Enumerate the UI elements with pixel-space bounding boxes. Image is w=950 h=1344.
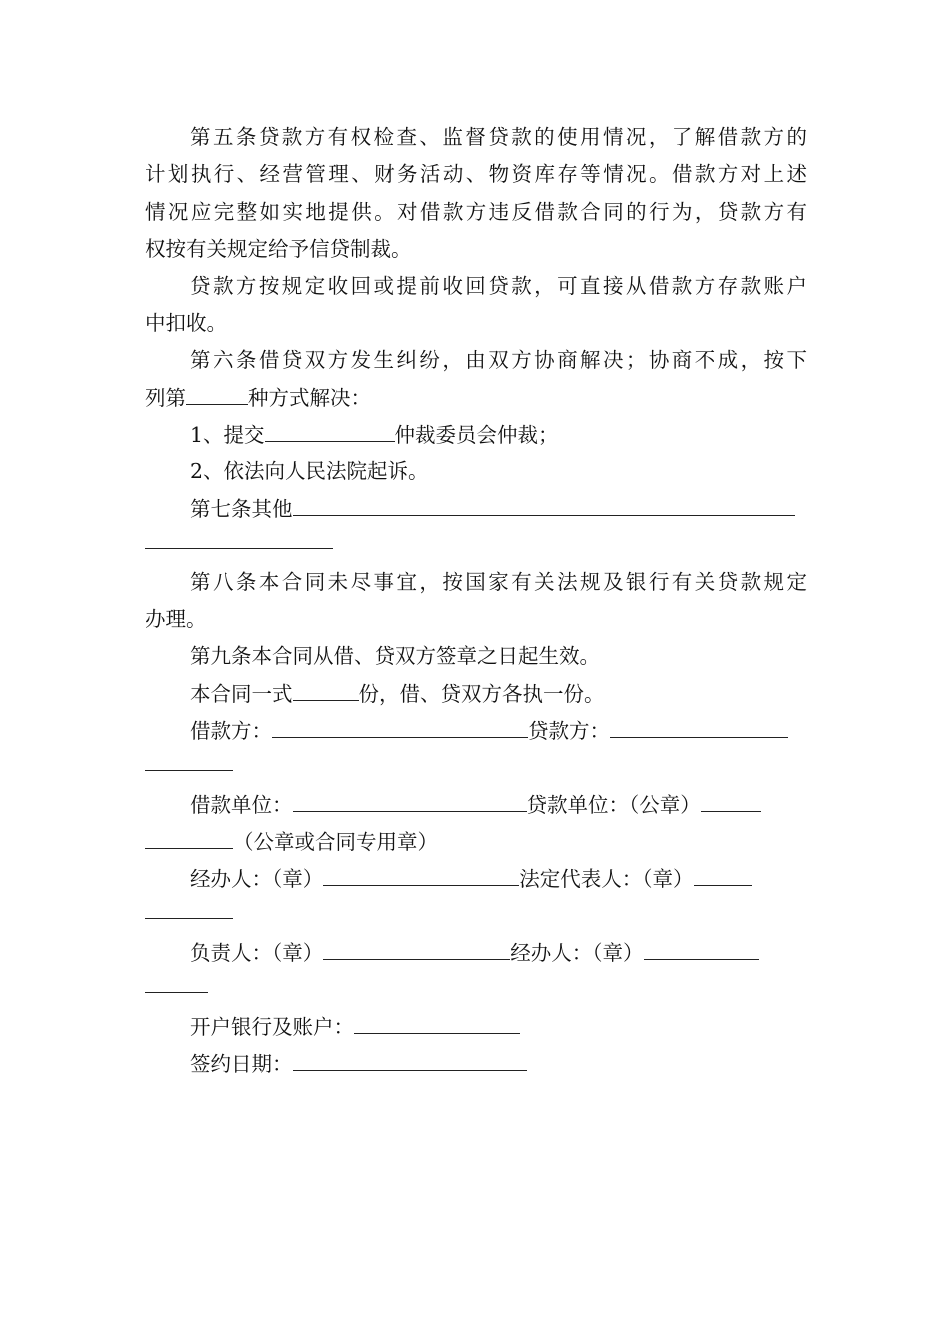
borrower-label: 借款方：	[190, 719, 272, 743]
borrower-unit-blank	[293, 791, 527, 812]
option-1-prefix: 1、提交	[190, 423, 265, 447]
sign-date-blank	[293, 1050, 527, 1071]
recovery-line-1: 贷款方按规定收回或提前收回贷款，可直接从借款方存款账户	[190, 274, 807, 298]
lender-unit-blank	[701, 791, 761, 812]
article-6-prefix: 列第	[145, 386, 186, 410]
units-line-2	[145, 828, 807, 855]
dispute-method-blank	[186, 384, 248, 405]
responsible-label: 负责人：（章）	[190, 941, 324, 965]
borrower-blank	[272, 717, 528, 738]
recovery-line-2: 中扣收。	[145, 311, 227, 335]
article-6-line-2	[145, 384, 807, 411]
lender-unit-label: 贷款单位：（公章）	[526, 793, 701, 817]
article-7-label: 第七条其他	[190, 497, 293, 521]
article-7-line	[190, 495, 807, 522]
article-7-blank-continued	[145, 548, 333, 549]
option-2-line: 2、依法向人民法院起诉。	[190, 459, 429, 483]
bank-account-blank	[354, 1013, 520, 1034]
lender-blank-continued	[145, 770, 233, 771]
bank-account-label: 开户银行及账户：	[190, 1015, 354, 1039]
article-8-line-2: 办理。	[145, 607, 207, 631]
lender-agent-label: 经办人：（章）	[510, 941, 644, 965]
article-6-line-1: 第六条借贷双方发生纠纷，由双方协商解决；协商不成，按下	[190, 348, 807, 372]
arbitration-committee-blank	[265, 421, 395, 442]
lender-agent-blank-continued	[145, 992, 208, 993]
legal-rep-label: 法定代表人：（章）	[519, 867, 694, 891]
bank-account-line	[190, 1013, 807, 1040]
lender-agent-blank	[644, 939, 759, 960]
sign-date-label: 签约日期：	[190, 1052, 293, 1076]
copies-suffix: 份，借、贷双方各执一份。	[358, 682, 605, 706]
lender-blank	[610, 717, 788, 738]
article-9-line: 第九条本合同从借、贷双方签章之日起生效。	[190, 644, 600, 668]
copies-prefix: 本合同一式	[190, 682, 293, 706]
article-7-blank	[293, 495, 795, 516]
sign-date-line	[190, 1050, 807, 1077]
seal-note: （公章或合同专用章）	[233, 830, 438, 854]
legal-rep-blank-continued	[145, 918, 233, 919]
parties-line	[190, 717, 807, 744]
lender-label: 贷款方：	[528, 719, 610, 743]
copies-count-blank	[293, 680, 359, 701]
article-5-line-3: 情况应完整如实地提供。对借款方违反借款合同的行为，贷款方有	[145, 200, 807, 224]
article-8-line-1: 第八条本合同未尽事宜，按国家有关法规及银行有关贷款规定	[190, 570, 807, 594]
responsible-blank	[323, 939, 510, 960]
option-1-suffix: 仲裁委员会仲裁；	[394, 423, 559, 447]
responsible-line	[190, 939, 807, 966]
agents-line	[190, 865, 807, 892]
borrower-agent-blank	[323, 865, 519, 886]
legal-rep-blank	[694, 865, 752, 886]
option-1-line	[190, 421, 807, 448]
lender-unit-blank-continued	[145, 828, 233, 849]
copies-line	[190, 680, 807, 707]
borrower-agent-label: 经办人：（章）	[190, 867, 324, 891]
article-5-line-1: 第五条贷款方有权检查、监督贷款的使用情况，了解借款方的	[190, 125, 807, 149]
borrower-unit-label: 借款单位：	[190, 793, 293, 817]
article-5-line-2: 计划执行、经营管理、财务活动、物资库存等情况。借款方对上述	[145, 162, 807, 186]
article-5-line-4: 权按有关规定给予信贷制裁。	[145, 237, 412, 261]
article-6-suffix: 种方式解决：	[248, 386, 371, 410]
units-line	[190, 791, 807, 818]
